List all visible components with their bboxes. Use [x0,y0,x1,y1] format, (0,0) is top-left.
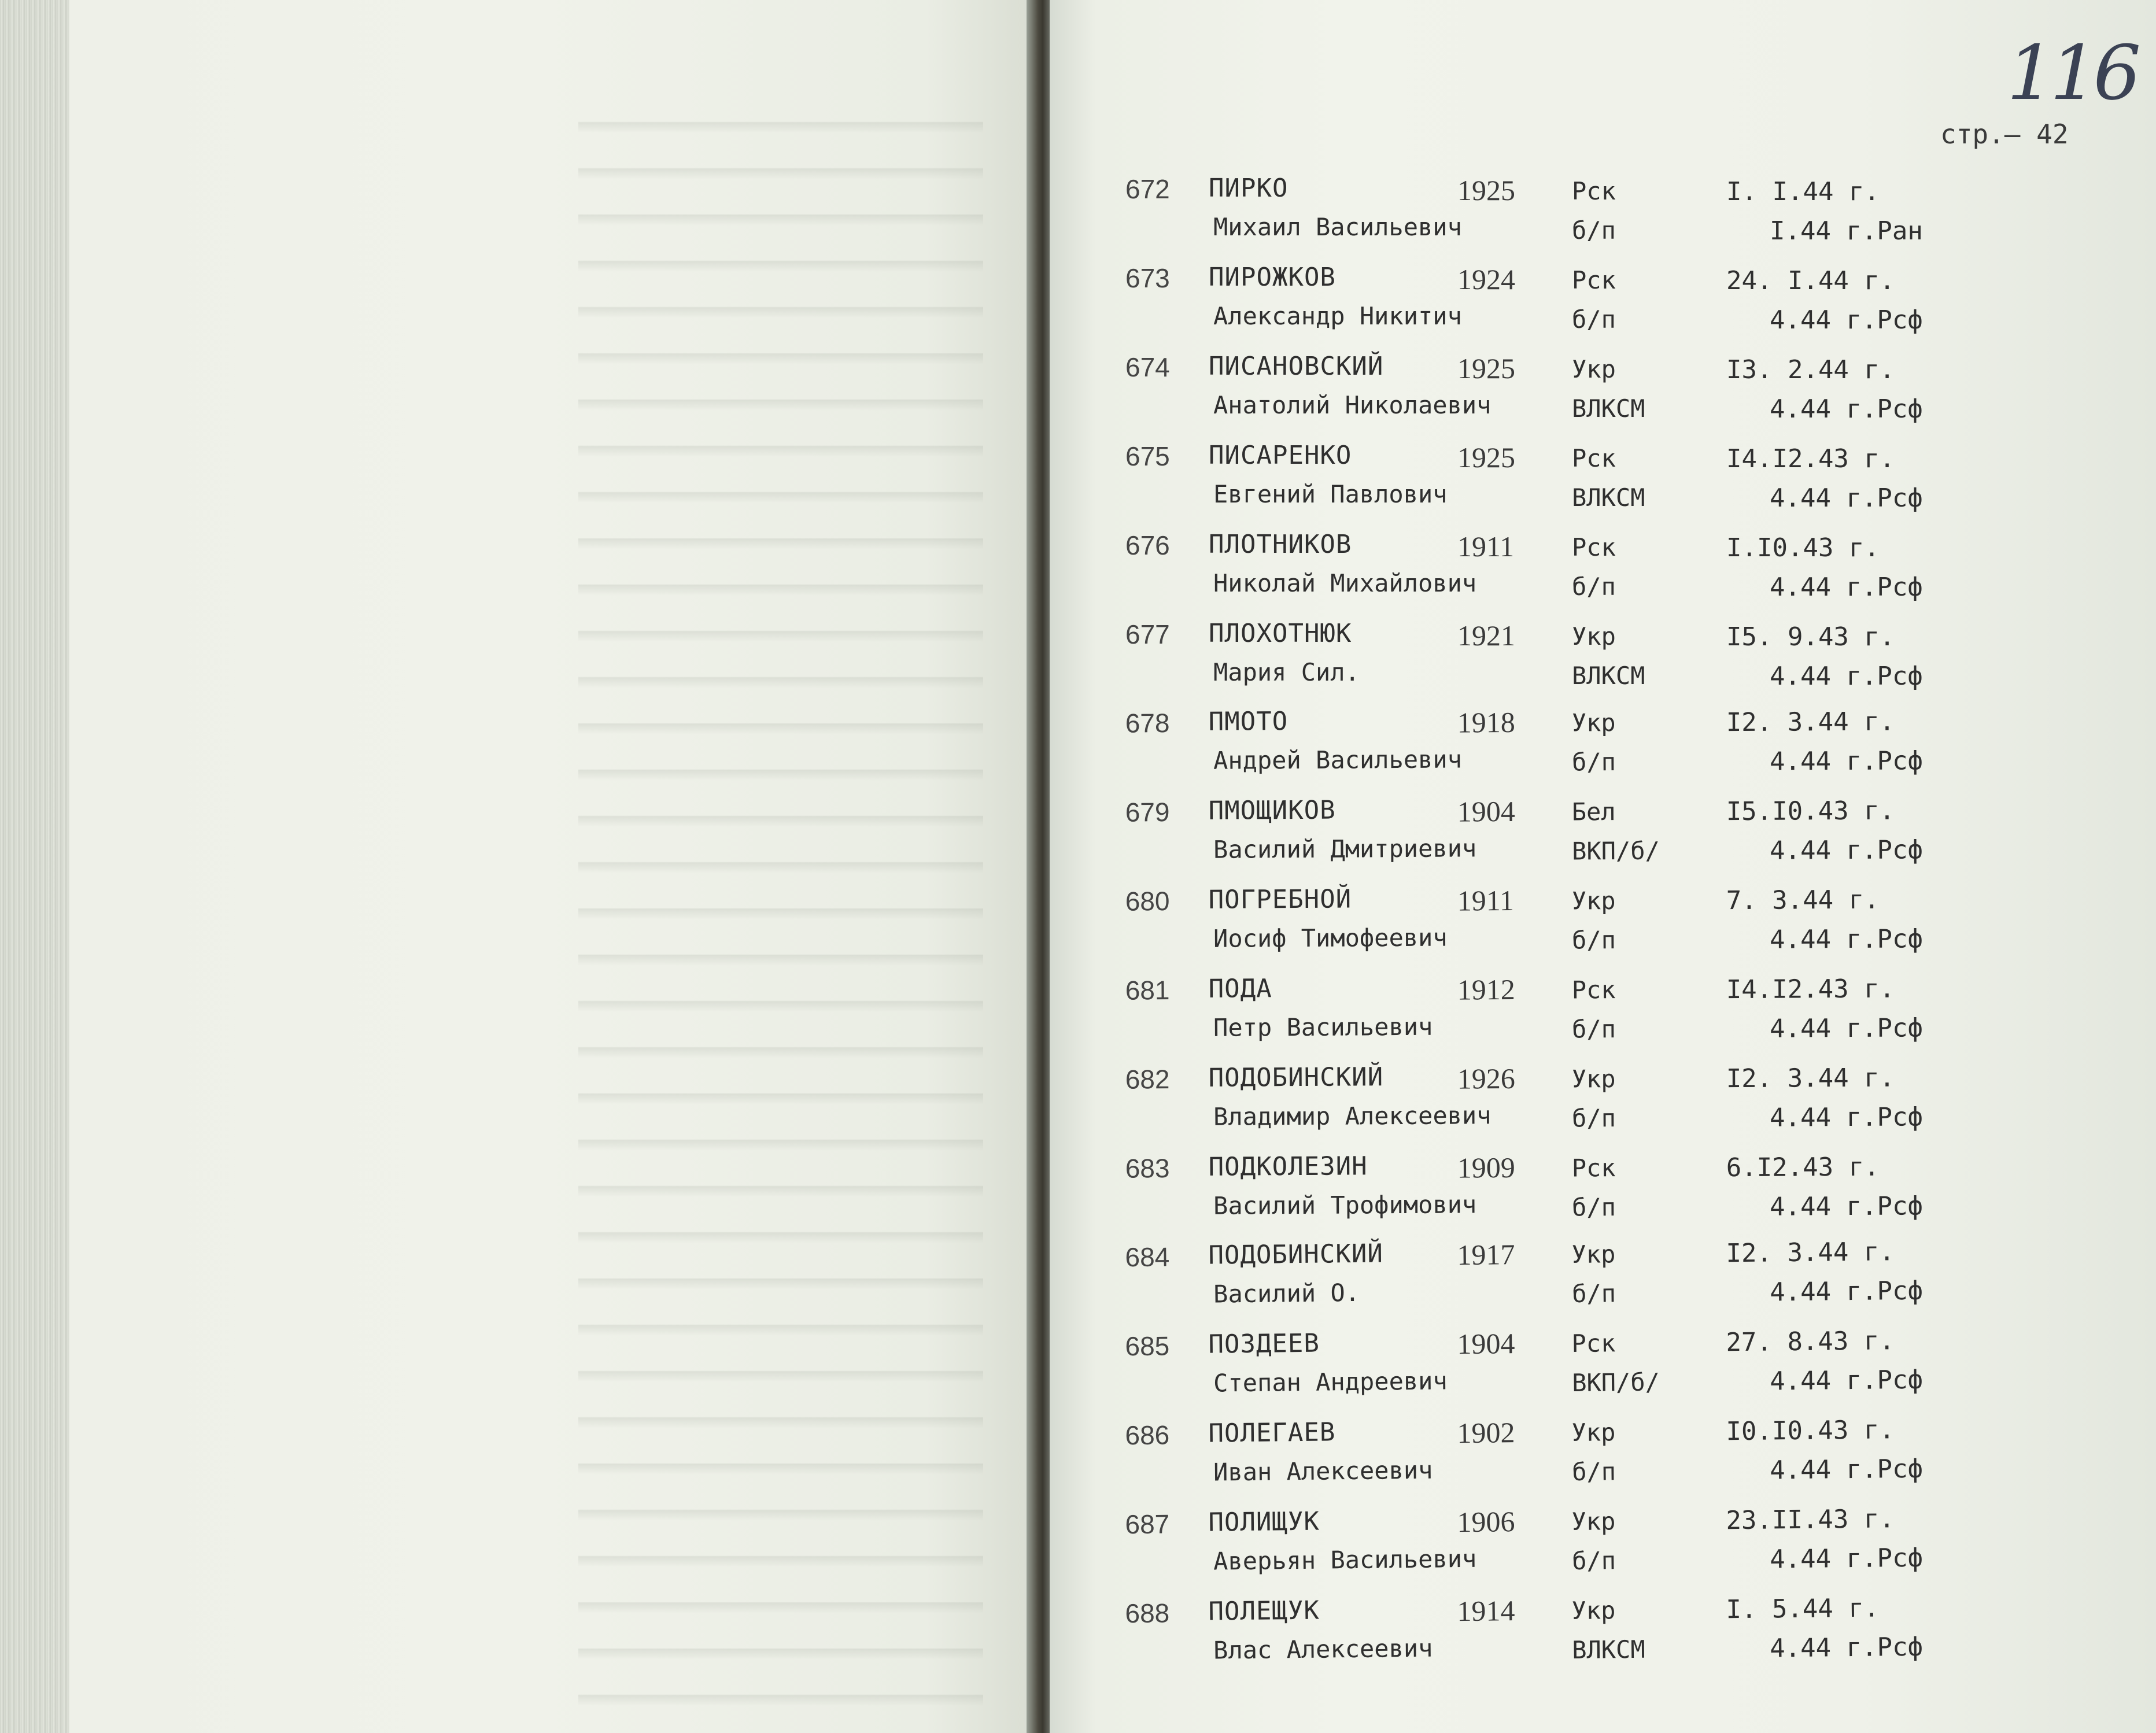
entry-party: б/п [1571,748,1616,777]
entry-surname: ПОГРЕБНОЙ [1208,884,1352,915]
entry-date-second: 4.44 г.Рсф [1769,746,1924,777]
handwritten-folio-number: 116 [2007,29,2137,117]
entry-birth-year: 1904 [1457,1327,1515,1361]
entry-number: 672 [1125,174,1170,204]
entry-birth-year: 1918 [1457,706,1515,739]
entry-date-second: 4.44 г.Рсф [1770,394,1923,424]
entry-given-names: Степан Андреевич [1213,1366,1448,1398]
entry-date-second: 4.44 г.Рсф [1769,924,1924,955]
entry-nationality: Укр [1571,1418,1616,1447]
register-row [0,1147,2156,1248]
entry-given-names: Евгений Павлович [1213,480,1448,508]
entry-birth-year: 1925 [1457,174,1515,206]
entry-party: ВЛКСМ [1572,662,1645,690]
entry-date-second: 4.44 г.Рсф [1769,1013,1924,1044]
register-row [0,791,2156,892]
entry-given-names: Василий О. [1213,1278,1360,1309]
entry-party: б/п [1571,1457,1616,1487]
entry-nationality: Рск [1572,533,1616,561]
entry-given-names: Анатолий Николаевич [1213,391,1492,419]
entry-nationality: Укр [1571,708,1616,737]
entry-number: 673 [1125,263,1170,293]
entry-given-names: Мария Сил. [1213,658,1360,686]
entry-surname: ПМОЩИКОВ [1208,795,1336,826]
entry-nationality: Рск [1572,177,1616,205]
entry-party: б/п [1571,1104,1616,1133]
entry-party: ВЛКСМ [1571,1635,1645,1665]
entry-given-names: Влас Алексеевич [1213,1634,1433,1665]
entry-nationality: Укр [1572,355,1616,383]
entry-date-drafted: 27. 8.43 г. [1726,1326,1895,1358]
entry-surname: ПОЛИЩУК [1208,1506,1320,1538]
entry-date-second: 4.44 г.Рсф [1770,483,1923,513]
register-row [0,530,2156,619]
entry-number: 676 [1125,530,1170,560]
register-row [0,1058,2156,1159]
entry-birth-year: 1902 [1457,1416,1515,1450]
entry-number: 682 [1125,1064,1170,1095]
entry-nationality: Рск [1572,266,1616,294]
register-row [0,263,2156,352]
entry-given-names: Андрей Васильевич [1213,745,1463,775]
register-row [0,619,2156,708]
entry-date-second: 4.44 г.Рсф [1769,1632,1924,1664]
entry-party: б/п [1572,305,1616,334]
entry-party: ВКП/б/ [1571,836,1660,866]
entry-date-drafted: 6.I2.43 г. [1726,1152,1880,1183]
entry-number: 680 [1125,886,1170,917]
entry-party: б/п [1571,1193,1616,1222]
entry-date-drafted: I2. 3.44 г. [1726,1237,1895,1269]
entry-birth-year: 1925 [1457,441,1515,474]
entry-surname: ПМОТО [1208,707,1289,737]
entry-surname: ПЛОХОТНЮК [1209,619,1352,648]
entry-date-second: 4.44 г.Рсф [1770,662,1923,691]
entry-birth-year: 1912 [1457,973,1515,1006]
entry-date-second: 4.44 г.Рсф [1769,835,1924,866]
entry-number: 681 [1125,975,1170,1006]
entry-number: 678 [1125,708,1170,738]
entry-date-drafted: I4.I2.43 г. [1726,974,1895,1005]
entry-nationality: Рск [1571,975,1616,1004]
entry-birth-year: 1906 [1457,1505,1515,1539]
entry-surname: ПОДОБИНСКИЙ [1208,1239,1384,1270]
entry-surname: ПОЗДЕЕВ [1208,1328,1320,1359]
page-label: стр.– 42 [1940,119,2069,150]
entry-number: 683 [1125,1153,1170,1184]
entry-number: 686 [1125,1420,1170,1451]
entry-date-drafted: 7. 3.44 г. [1726,885,1880,916]
entry-number: 684 [1125,1241,1170,1273]
entry-birth-year: 1925 [1457,352,1515,385]
entry-party: б/п [1571,1279,1616,1309]
entry-date-drafted: I3. 2.44 г. [1726,355,1895,385]
entry-date-second: 4.44 г.Рсф [1770,305,1923,335]
entry-party: б/п [1571,1546,1616,1576]
register-row [0,702,2156,803]
entry-number: 677 [1125,619,1170,649]
entry-party: б/п [1572,216,1616,245]
entry-surname: ПИРОЖКОВ [1209,263,1336,292]
entry-date-drafted: I5. 9.43 г. [1726,622,1895,652]
entry-given-names: Василий Дмитриевич [1213,834,1477,864]
entry-number: 688 [1125,1598,1170,1629]
entry-birth-year: 1924 [1457,263,1515,295]
entry-surname: ПОДКОЛЕЗИН [1208,1151,1368,1182]
entry-nationality: Укр [1571,1240,1616,1269]
entry-number: 675 [1125,441,1170,471]
entry-party: ВЛКСМ [1572,483,1645,512]
entry-nationality: Бел [1571,797,1616,826]
entry-birth-year: 1914 [1457,1594,1515,1628]
entry-nationality: Укр [1571,1596,1616,1625]
entry-date-second: 4.44 г.Рсф [1769,1454,1924,1486]
entry-date-drafted: 23.II.43 г. [1726,1504,1895,1536]
entry-party: ВЛКСМ [1572,394,1645,423]
entry-given-names: Александр Никитич [1213,302,1462,330]
entry-birth-year: 1911 [1457,530,1515,563]
entry-number: 674 [1125,352,1170,382]
register-row [0,969,2156,1070]
entry-date-drafted: I5.I0.43 г. [1726,796,1895,827]
entry-date-drafted: I2. 3.44 г. [1726,707,1895,738]
entry-given-names: Василий Трофимович [1213,1190,1477,1220]
entry-date-second: 4.44 г.Рсф [1769,1543,1924,1575]
entry-number: 687 [1125,1509,1170,1540]
entry-given-names: Иосиф Тимофеевич [1213,923,1448,953]
register-row [0,880,2156,981]
entry-date-drafted: 24. I.44 г. [1726,266,1895,295]
entry-given-names: Петр Васильевич [1213,1012,1433,1042]
entry-party: ВКП/б/ [1571,1368,1660,1398]
register-row [0,441,2156,530]
entry-date-drafted: I. 5.44 г. [1726,1593,1880,1625]
entry-date-drafted: I2. 3.44 г. [1726,1063,1895,1094]
entry-date-second: 4.44 г.Рсф [1770,572,1923,602]
entry-nationality: Рск [1572,444,1616,472]
entry-date-drafted: I. I.44 г. [1726,177,1880,206]
entry-date-second: 4.44 г.Рсф [1769,1102,1924,1133]
register-row [0,352,2156,441]
entry-birth-year: 1904 [1457,795,1515,828]
entry-nationality: Укр [1571,1507,1616,1536]
entry-party: б/п [1571,1015,1616,1044]
entry-birth-year: 1926 [1457,1062,1515,1095]
entry-party: б/п [1571,926,1616,955]
entry-surname: ПЛОТНИКОВ [1209,530,1352,559]
entry-nationality: Укр [1572,622,1616,651]
entry-surname: ПИСАНОВСКИЙ [1209,352,1384,381]
entry-number: 685 [1125,1331,1170,1362]
entry-date-second: 4.44 г.Рсф [1769,1365,1924,1396]
register-row [0,173,2156,263]
entry-birth-year: 1911 [1457,884,1515,917]
entry-surname: ПОДОБИНСКИЙ [1208,1062,1384,1093]
entry-number: 679 [1125,797,1170,827]
entry-nationality: Рск [1571,1154,1616,1183]
entry-party: б/п [1572,572,1616,601]
entry-birth-year: 1909 [1457,1151,1515,1184]
entry-given-names: Владимир Алексеевич [1213,1101,1492,1131]
entry-date-second: 4.44 г.Рсф [1769,1191,1924,1222]
entry-date-second: 4.44 г.Рсф [1769,1276,1924,1307]
entry-surname: ПОЛЕГАЕВ [1208,1417,1336,1449]
entry-date-drafted: I0.I0.43 г. [1726,1415,1895,1447]
entry-surname: ПОДА [1208,974,1272,1004]
entry-nationality: Рск [1571,1329,1616,1358]
entry-given-names: Иван Алексеевич [1213,1455,1433,1487]
entry-date-drafted: I4.I2.43 г. [1726,444,1895,474]
entry-birth-year: 1921 [1457,619,1515,652]
entry-date-drafted: I.I0.43 г. [1726,533,1880,563]
entry-surname: ПОЛЕЩУК [1208,1595,1320,1627]
entry-given-names: Михаил Васильевич [1213,213,1462,241]
entry-surname: ПИРКО [1209,173,1289,203]
entry-nationality: Укр [1571,886,1616,915]
entry-date-second: I.44 г.Ран [1770,216,1923,246]
entry-surname: ПИСАРЕНКО [1209,441,1352,470]
entry-nationality: Укр [1571,1065,1616,1093]
entry-given-names: Аверьян Васильевич [1213,1544,1477,1576]
entry-birth-year: 1917 [1457,1238,1515,1272]
entry-given-names: Николай Михайлович [1213,569,1477,597]
